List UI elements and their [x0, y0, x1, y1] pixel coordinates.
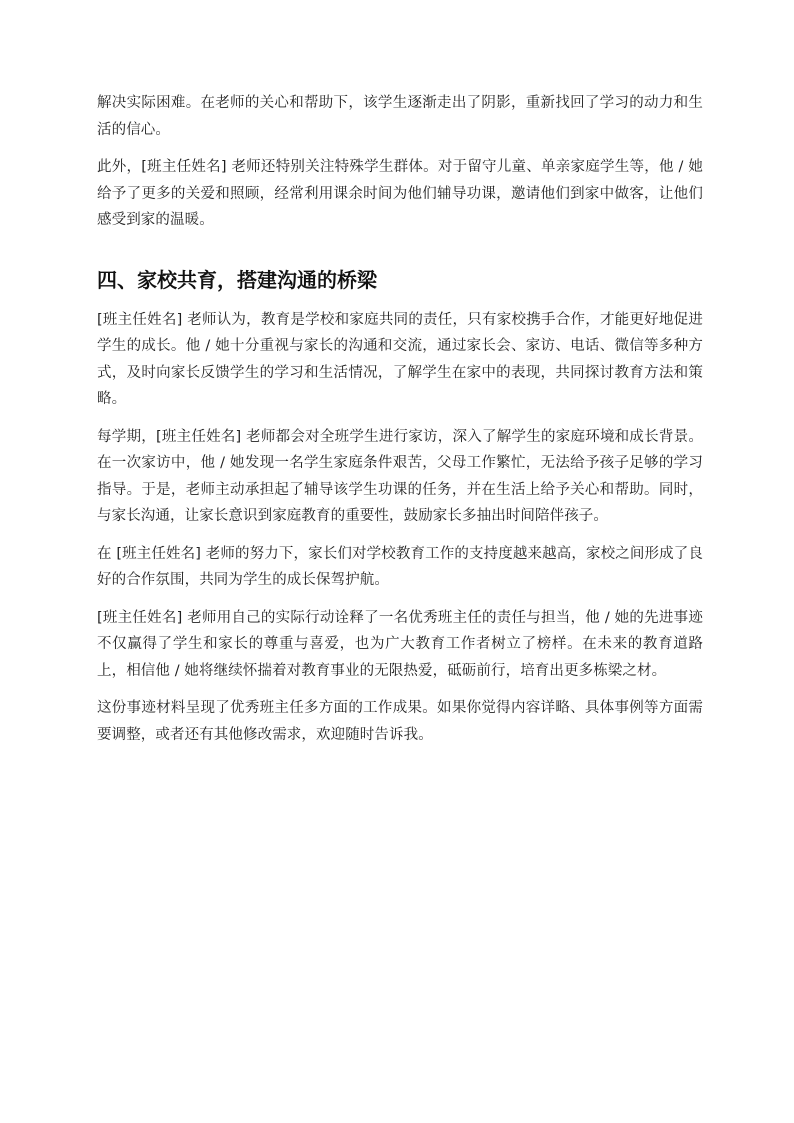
paragraph-home-visits: 每学期，[班主任姓名] 老师都会对全班学生进行家访，深入了解学生的家庭环境和成长背景。在一次家访中，他 / 她发现一名学生家庭条件艰苦，父母工作繁忙，无法给予孩子足够的学习指导。于是，老师主动承担起了辅导该学生功课的任务，并在生活上给予关心和帮助。同时，与家长沟通，让家长意识到家庭教育的重要性，鼓励家长多抽出时间陪伴孩子。	[97, 428, 703, 524]
section-heading-4: 四、家校共育，搭建沟通的桥梁	[97, 267, 377, 292]
paragraph-continued: 解决实际困难。在老师的关心和帮助下，该学生逐渐走出了阴影，重新找回了学习的动力和生活的信心。	[97, 95, 703, 138]
paragraph-parent-support: 在 [班主任姓名] 老师的努力下，家长们对学校教育工作的支持度越来越高，家校之间形成了良好的合作氛围，共同为学生的成长保驾护航。	[97, 545, 703, 588]
paragraph-home-school-cooperation: [班主任姓名] 老师认为，教育是学校和家庭共同的责任，只有家校携手合作，才能更好地促进学生的成长。他 / 她十分重视与家长的沟通和交流，通过家长会、家访、电话、微信等多种方式，及时向家长反馈学生的学习和生活情况，了解学生在家中的表现，共同探讨教育方法和策略。	[97, 311, 703, 407]
document-page	[97, 90, 703, 759]
paragraph-closing-note: 这份事迹材料呈现了优秀班主任多方面的工作成果。如果你觉得内容详略、具体事例等方面需要调整，或者还有其他修改需求，欢迎随时告诉我。	[97, 700, 703, 743]
paragraph-conclusion: [班主任姓名] 老师用自己的实际行动诠释了一名优秀班主任的责任与担当，他 / 她的先进事迹不仅赢得了学生和家长的尊重与喜爱，也为广大教育工作者树立了榜样。在未来的教育道路上，相信他 / 她将继续怀揣着对教育事业的无限热爱，砥砺前行，培育出更多栋梁之材。	[97, 609, 703, 679]
paragraph-special-students: 此外，[班主任姓名] 老师还特别关注特殊学生群体。对于留守儿童、单亲家庭学生等，他 / 她给予了更多的关爱和照顾，经常利用课余时间为他们辅导功课，邀请他们到家中做客，让他们感受到家的温暖。	[97, 159, 703, 228]
